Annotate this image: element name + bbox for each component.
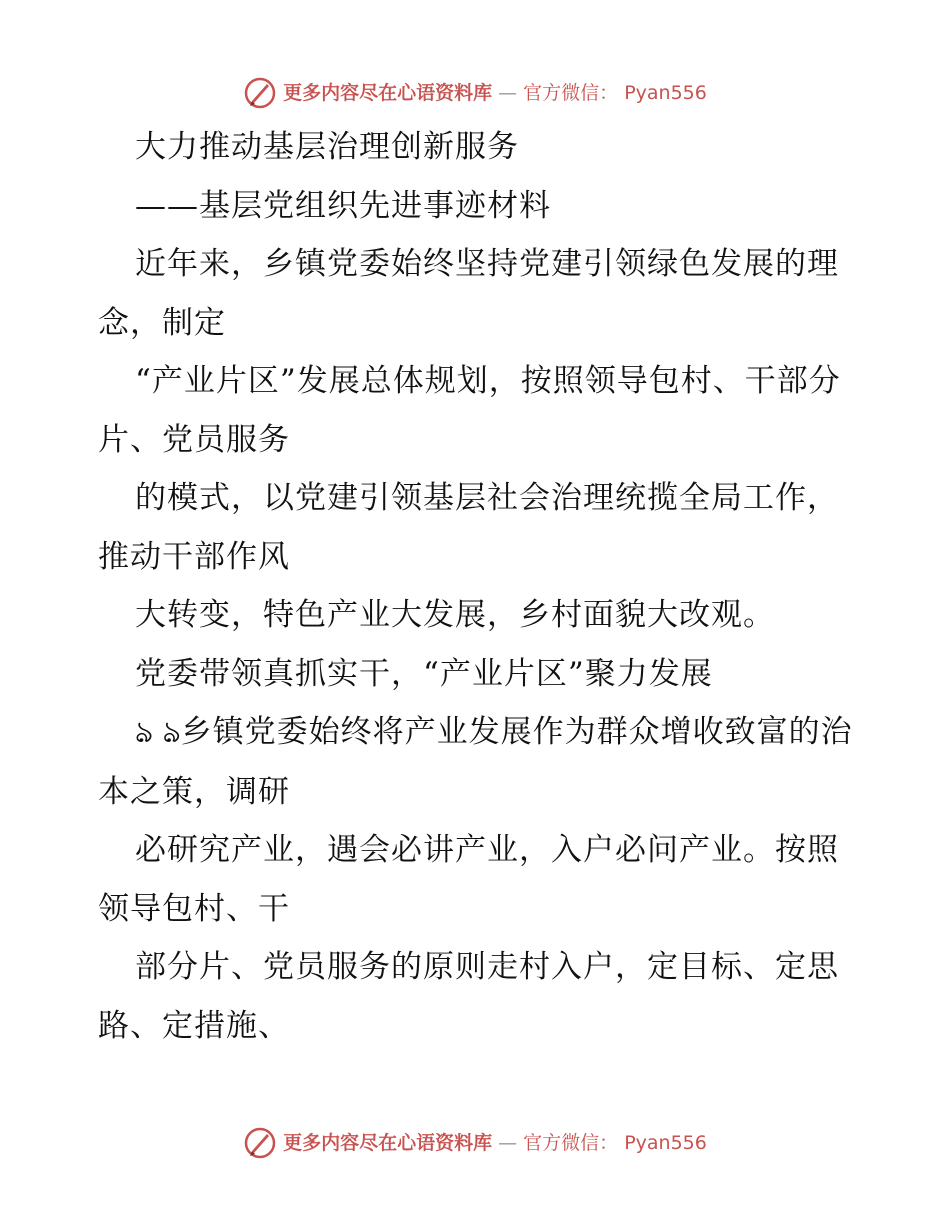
watermark-separator: — [498,82,518,104]
paragraph-6 [98,703,858,821]
paragraph-4: 大转变，特色产业大发展，乡村面貌大改观。 [135,597,775,633]
document-body [98,118,858,1055]
quill-pen-logo-icon [243,1126,277,1160]
watermark-brand: 更多内容尽在心语资料库 [283,82,493,104]
paragraph-3: 的模式，以党建引领基层社会治理统揽全局工作，推动干部作风 [98,480,839,575]
watermark-wechat-id: Pyan556 [624,82,707,104]
watermark-brand: 更多内容尽在心语资料库 [283,1132,493,1154]
watermark-separator: — [498,1132,518,1154]
paragraph-1: 近年来，乡镇党委始终坚持党建引领绿色发展的理念，制定 [98,246,839,341]
section-heading: 党委带领真抓实干，“产业片区”聚力发展 [135,655,713,692]
floral-ornament-icon: ঌ ঌ [135,715,181,750]
paragraph-2: “产业片区”发展总体规划，按照领导包村、干部分片、党员服务 [98,363,841,458]
document-title: 大力推动基层治理创新服务 [135,129,519,165]
document-subtitle: ——基层党组织先进事迹材料 [135,187,551,224]
footer-watermark [0,1126,950,1160]
paragraph-6-text: 乡镇党委始终将产业发展作为群众增收致富的治本之策，调研 [98,714,853,810]
watermark-wechat-label: 官方微信： [523,82,619,104]
quill-pen-logo-icon [243,76,277,110]
paragraph-8: 部分片、党员服务的原则走村入户，定目标、定思路、定措施、 [98,949,839,1044]
paragraph-7: 必研究产业，遇会必讲产业，入户必问产业。按照领导包村、干 [98,832,839,927]
watermark-wechat-label: 官方微信： [523,1132,619,1154]
header-watermark [0,76,950,110]
watermark-wechat-id: Pyan556 [624,1132,707,1154]
